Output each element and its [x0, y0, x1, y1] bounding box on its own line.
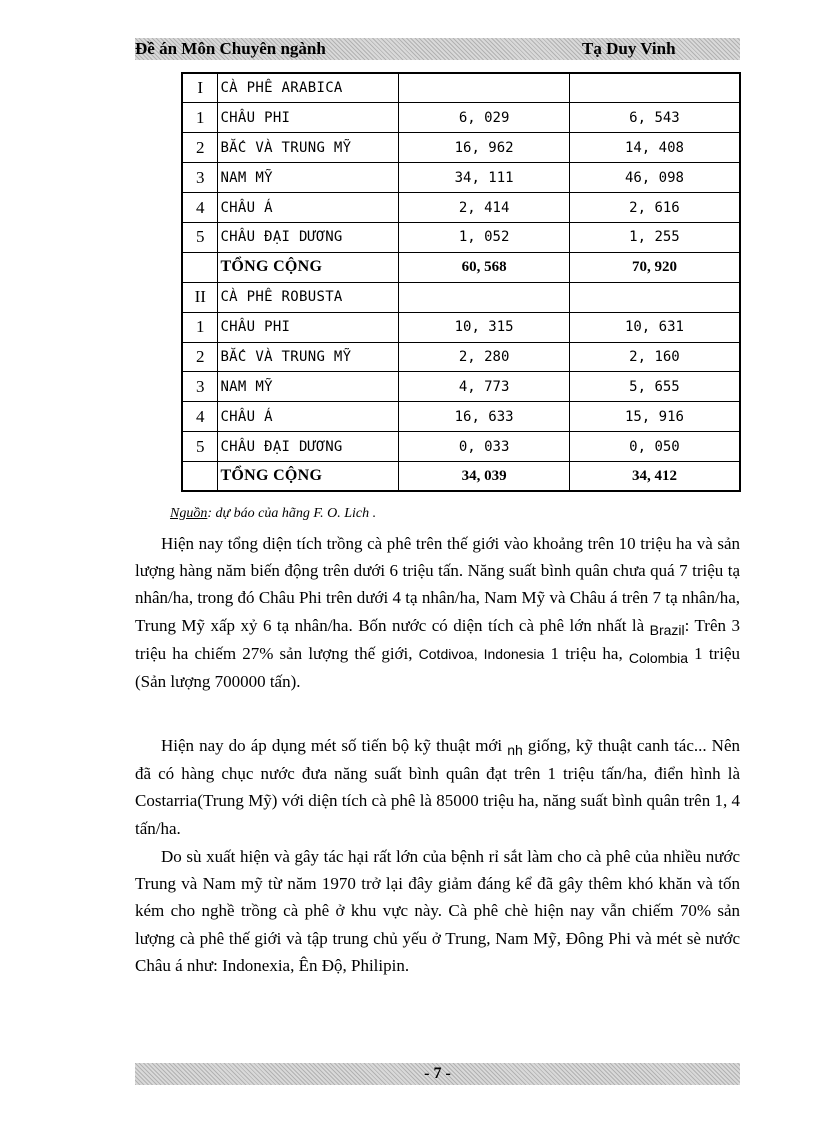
- table-cell-v1: 34, 039: [399, 462, 570, 492]
- p1-text-c: ,: [473, 645, 484, 662]
- source-text: : dự báo của hãng F. O. Lich .: [207, 506, 377, 521]
- table-cell-v2: 14, 408: [569, 133, 740, 163]
- table-row: [182, 193, 740, 223]
- table-cell-name: CÀ PHÊ ARABICA: [218, 73, 399, 103]
- table-cell-name: CHÂU PHI: [218, 103, 399, 133]
- table-cell-idx: 3: [182, 372, 218, 402]
- table-cell-idx: 5: [182, 432, 218, 462]
- p1-text-d: 1 triệu ha,: [544, 643, 629, 663]
- coffee-production-table: [181, 72, 741, 492]
- table-section-row: [182, 282, 740, 312]
- p2-text-b: giống, kỹ thuật canh tác... Nên đã có hàng chục nước đưa năng suất bình quân đạt trên 1 triệu tấn/ha, điển hình là Costarria(Trung Mỹ) với diện tích cà phê là 85000 triệu ha, năng suất bình quân trên 1, 4 tấn/ha.: [135, 736, 740, 838]
- table-cell-v2: 70, 920: [569, 252, 740, 282]
- table-cell-name: BẮC VÀ TRUNG MỸ: [218, 133, 399, 163]
- table-cell-name: CHÂU ĐẠI DƯƠNG: [218, 432, 399, 462]
- table-cell-v2: 0, 050: [569, 432, 740, 462]
- table-row: [182, 103, 740, 133]
- table-cell-name: CHÂU PHI: [218, 312, 399, 342]
- table-cell-name: CÀ PHÊ ROBUSTA: [218, 282, 399, 312]
- body-paragraph-1: [135, 530, 740, 695]
- table-row: [182, 402, 740, 432]
- page-footer: [135, 1063, 740, 1085]
- p1-indonesia: Indonesia: [483, 645, 545, 662]
- table-row: [182, 372, 740, 402]
- p1-brazil: Brazil: [649, 621, 685, 638]
- page-header: [135, 38, 740, 60]
- table-cell-v1: [399, 282, 570, 312]
- p1-text-a: Hiện nay tổng diện tích trồng cà phê trên thế giới vào khoảng trên 10 triệu ha và sản lượng hàng năm biến động trên dưới 6 triệu tấn. Năng suất bình quân chưa quá 7 triệu tạ nhân/ha, trong đó Châu Phi trên dưới 4 tạ nhân/ha, Nam Mỹ và Châu á trên 7 tạ nhân/ha, Trung Mỹ xấp xỷ 6 tạ nhân/ha. Bốn nước có diện tích cà phê lớn nhất là: [135, 534, 740, 635]
- table-cell-name: NAM MỸ: [218, 372, 399, 402]
- table-cell-v2: 34, 412: [569, 462, 740, 492]
- header-course-title: Đề án Môn Chuyên ngành: [135, 39, 326, 58]
- p2-nh: nh: [507, 742, 523, 758]
- p1-cotdivoa: Cotdivoa: [418, 645, 474, 662]
- table-cell-idx: 2: [182, 342, 218, 372]
- table-cell-v2: 15, 916: [569, 402, 740, 432]
- body-paragraph-3: [135, 843, 740, 979]
- table-row: [182, 342, 740, 372]
- table-total-row: [182, 252, 740, 282]
- table-cell-name: TỔNG CỘNG: [218, 462, 399, 492]
- table-cell-v1: 34, 111: [399, 163, 570, 193]
- source-label: Nguồn: [170, 506, 208, 521]
- table-row: [182, 133, 740, 163]
- table-cell-idx: 4: [182, 402, 218, 432]
- table-cell-v2: 46, 098: [569, 163, 740, 193]
- table-cell-idx: 1: [182, 103, 218, 133]
- table-cell-idx: 3: [182, 163, 218, 193]
- table-source-note: [170, 506, 376, 522]
- table-cell-v2: 5, 655: [569, 372, 740, 402]
- p1-colombia: Colombia: [628, 649, 689, 666]
- table-cell-idx: [182, 252, 218, 282]
- table-cell-idx: I: [182, 73, 218, 103]
- table-cell-v1: 2, 280: [399, 342, 570, 372]
- table-cell-name: NAM MỸ: [218, 163, 399, 193]
- table-cell-name: CHÂU Á: [218, 402, 399, 432]
- table-row: [182, 312, 740, 342]
- p1-text-b: : Trên 3 triệu ha chiếm 27% sản lượng thế giới,: [135, 615, 740, 663]
- table-cell-v1: 10, 315: [399, 312, 570, 342]
- table-cell-v1: 0, 033: [399, 432, 570, 462]
- table-cell-name: TỔNG CỘNG: [218, 252, 399, 282]
- table-row: [182, 432, 740, 462]
- table-cell-v2: 10, 631: [569, 312, 740, 342]
- table-cell-v2: 1, 255: [569, 222, 740, 252]
- header-author: Tạ Duy Vinh: [582, 39, 676, 58]
- p3-text: Do sù xuất hiện và gây tác hại rất lớn của bệnh rỉ sắt làm cho cà phê của nhiều nước Trung và Nam mỹ từ năm 1970 trở lại đây giảm đáng kể đã gây thêm khó khăn và tốn kém cho nghề trồng cà phê ở khu vực này. Cà phê chè hiện nay vẫn chiếm 70% sản lượng cà phê thế giới và tập trung chủ yếu ở Trung, Nam Mỹ, Đông Phi và mét sè nước Châu á như: Indonexia, Ên Độ, Philipin.: [135, 847, 740, 975]
- table-cell-v1: 1, 052: [399, 222, 570, 252]
- table-row: [182, 163, 740, 193]
- table-cell-v1: 6, 029: [399, 103, 570, 133]
- table-cell-name: CHÂU Á: [218, 193, 399, 223]
- table-cell-v1: 4, 773: [399, 372, 570, 402]
- table-cell-v2: 2, 616: [569, 193, 740, 223]
- table-cell-v2: [569, 282, 740, 312]
- table-cell-v2: 2, 160: [569, 342, 740, 372]
- table-cell-v1: 16, 962: [399, 133, 570, 163]
- table-cell-v1: 16, 633: [399, 402, 570, 432]
- table-cell-v2: 6, 543: [569, 103, 740, 133]
- table-row: [182, 222, 740, 252]
- table-cell-name: BẮC VÀ TRUNG MỸ: [218, 342, 399, 372]
- p2-text-a: Hiện nay do áp dụng mét số tiến bộ kỹ thuật mới: [161, 736, 508, 755]
- table-section-row: [182, 73, 740, 103]
- table-cell-v1: [399, 73, 570, 103]
- page-number: - 7 -: [424, 1065, 451, 1082]
- table-cell-idx: 4: [182, 193, 218, 223]
- table-cell-idx: 1: [182, 312, 218, 342]
- table-cell-idx: II: [182, 282, 218, 312]
- table-total-row: [182, 462, 740, 492]
- body-paragraph-2: [135, 732, 740, 842]
- table-cell-name: CHÂU ĐẠI DƯƠNG: [218, 222, 399, 252]
- table-cell-idx: 5: [182, 222, 218, 252]
- table-cell-v1: 2, 414: [399, 193, 570, 223]
- p1-text-e: 1 triệu (Sản lượng 700000 tấn).: [135, 643, 740, 692]
- table-cell-v2: [569, 73, 740, 103]
- table-cell-v1: 60, 568: [399, 252, 570, 282]
- table-cell-idx: [182, 462, 218, 492]
- table-cell-idx: 2: [182, 133, 218, 163]
